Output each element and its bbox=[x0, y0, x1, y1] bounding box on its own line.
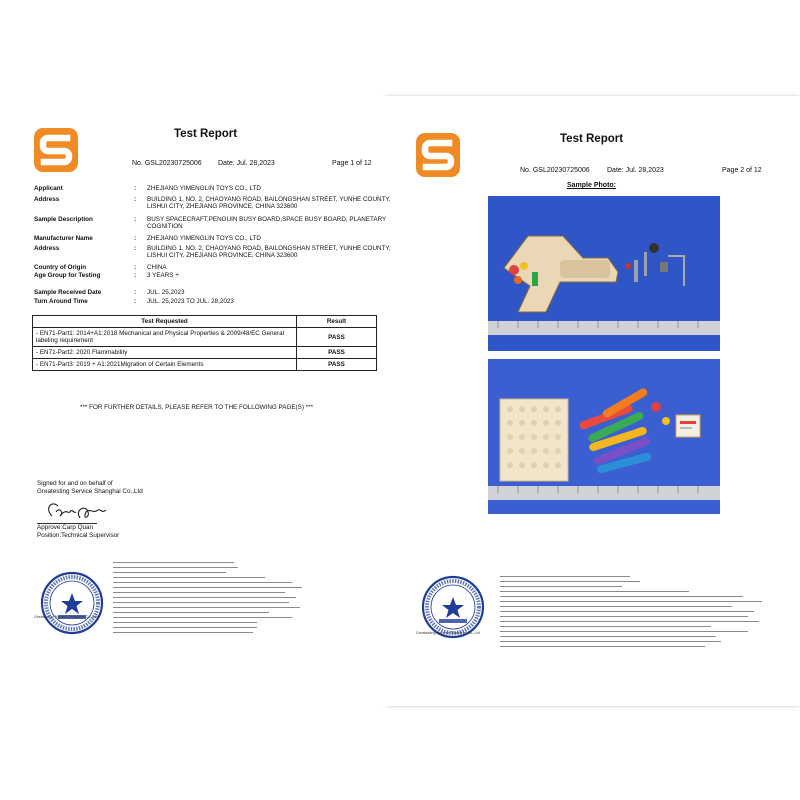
page-number: Page 1 of 12 bbox=[332, 160, 372, 167]
table-row bbox=[33, 347, 377, 359]
sample-photo-label: Sample Photo: bbox=[567, 182, 617, 189]
field-value: JUL. 25,2023 bbox=[147, 289, 185, 296]
seal-caption: Greatesting Service Shanghai Co.,Ltd bbox=[34, 615, 98, 619]
legal-fine-print bbox=[500, 576, 770, 651]
field-value: BUSY SPACECRAFT,PENGUIN BUSY BOARD,SPACE BUSY BOARD, PLANETARY COGNITION bbox=[147, 216, 387, 231]
field-value: ZHEJIANG YIMENGLIN TOYS CO., LTD bbox=[147, 235, 261, 242]
field-label: Applicant bbox=[34, 185, 63, 192]
report-page-1: Test Report No. GSL20230725006 Date: Jul. 28,2023 Page 1 of 12 Applicant : ZHEJIANG YIMENGLIN TOYS CO., LTD Address : BUILDING 1, NO. 2, CHAOYANG ROAD, BAILONGSHAN STREET, YUNHE COUNTY, LISHUI CITY, ZHEJIANG PROVINCE, CHINA 323600 Sample Description : BUSY SPACECRAFT,PENGUIN BUSY BOARD,SPACE BUSY BOARD, PLANETARY COGNITION Manufacturer Name : ZHEJIANG YIMENGLIN TOYS CO., LTD Address : BUILDING 1, NO. 2, CHAOYANG ROAD, BAILONGSHAN STREET, YUNHE COUNTY, LISHUI CITY, ZHEJIANG PROVINCE, CHINA 323600 Country of Origin : CHINA Age Group for Testing : 3 YEARS + Sample Received Date : JUL. 25,2023 Turn Around Time : JUL. 25,2023 TO JUL. 28,2023 Test Requested Result - EN71-Part1: 2014+A1:2018 Mechanical and Physical Properties & 2009/48/EC General labeling requirement PASS - EN71-Part2: 2020 Flammability PASS - EN71-Part3: 2019 + A1:2021Migration of Certain Elements PASS *** FOR FURTHER DETAILS, PLEASE REFER TO THE FOLLOWING PAGE(S) *** Signed for and on behalf of Greatesting Service Shanghai Co.,Ltd Approve:Carp Quan Position:Technical Supervisor Greatesting Service Shanghai Co.,Ltd bbox=[0, 96, 400, 706]
report-page-2 bbox=[387, 96, 800, 706]
field-value: 3 YEARS + bbox=[147, 272, 179, 279]
table-row bbox=[33, 359, 377, 371]
approver-name: Approve:Carp Quan bbox=[37, 524, 94, 531]
report-number: No. GSL20230725006 bbox=[132, 160, 202, 167]
test-name: - EN71-Part3: 2019 + A1:2021Migration of Certain Elements bbox=[33, 359, 297, 371]
field-value: BUILDING 1, NO. 2, CHAOYANG ROAD, BAILONGSHAN STREET, YUNHE COUNTY, LISHUI CITY, ZHEJIANG PROVINCE, CHINA 323600 bbox=[147, 196, 391, 211]
field-label: Sample Description bbox=[34, 216, 93, 223]
handwritten-signature-icon bbox=[42, 498, 112, 524]
test-name: - EN71-Part1: 2014+A1:2018 Mechanical and Physical Properties & 2009/48/EC General labeling requirement bbox=[33, 328, 297, 347]
test-result: PASS bbox=[297, 328, 377, 347]
approver-position: Position:Technical Supervisor bbox=[37, 532, 120, 539]
test-result: PASS bbox=[297, 347, 377, 359]
report-date: Date: Jul. 28,2023 bbox=[218, 160, 275, 167]
field-label: Age Group for Testing bbox=[34, 272, 101, 279]
signed-for-text: Signed for and on behalf of bbox=[37, 480, 113, 487]
page-number: Page 2 of 12 bbox=[722, 167, 762, 174]
report-number: No. GSL20230725006 bbox=[520, 167, 590, 174]
field-label: Address bbox=[34, 245, 60, 252]
field-label: Turn Around Time bbox=[34, 298, 88, 305]
company-seal-icon bbox=[421, 575, 485, 639]
column-header: Test Requested bbox=[33, 316, 297, 328]
field-label: Address bbox=[34, 196, 60, 203]
table-row bbox=[33, 328, 377, 347]
gs-logo-icon bbox=[416, 133, 460, 177]
report-date: Date: Jul. 28,2023 bbox=[607, 167, 664, 174]
further-details-note: *** FOR FURTHER DETAILS, PLEASE REFER TO THE FOLLOWING PAGE(S) *** bbox=[80, 404, 314, 411]
field-value: JUL. 25,2023 TO JUL. 28,2023 bbox=[147, 298, 234, 305]
column-header: Result bbox=[297, 316, 377, 328]
field-label: Manufacturer Name bbox=[34, 235, 93, 242]
test-results-table bbox=[32, 315, 377, 371]
test-result: PASS bbox=[297, 359, 377, 371]
field-value: BUILDING 1, NO. 2, CHAOYANG ROAD, BAILONGSHAN STREET, YUNHE COUNTY, LISHUI CITY, ZHEJIANG PROVINCE, CHINA 323600 bbox=[147, 245, 391, 260]
seal-caption: Greatesting Service Shanghai Co.,Ltd bbox=[416, 631, 480, 635]
field-value: ZHEJIANG YIMENGLIN TOYS CO., LTD bbox=[147, 185, 261, 192]
legal-fine-print bbox=[113, 562, 308, 637]
field-label: Country of Origin bbox=[34, 264, 87, 271]
report-title: Test Report bbox=[560, 133, 624, 145]
field-value: CHINA bbox=[147, 264, 167, 271]
gs-logo-icon bbox=[34, 128, 78, 172]
field-label: Sample Received Date bbox=[34, 289, 102, 296]
report-title: Test Report bbox=[174, 128, 238, 140]
test-name: - EN71-Part2: 2020 Flammability bbox=[33, 347, 297, 359]
company-name: Greatesting Service Shanghai Co.,Ltd bbox=[37, 488, 143, 495]
sample-photo-2 bbox=[488, 359, 720, 514]
company-seal-icon bbox=[40, 571, 104, 635]
sample-photo-1 bbox=[488, 196, 720, 351]
